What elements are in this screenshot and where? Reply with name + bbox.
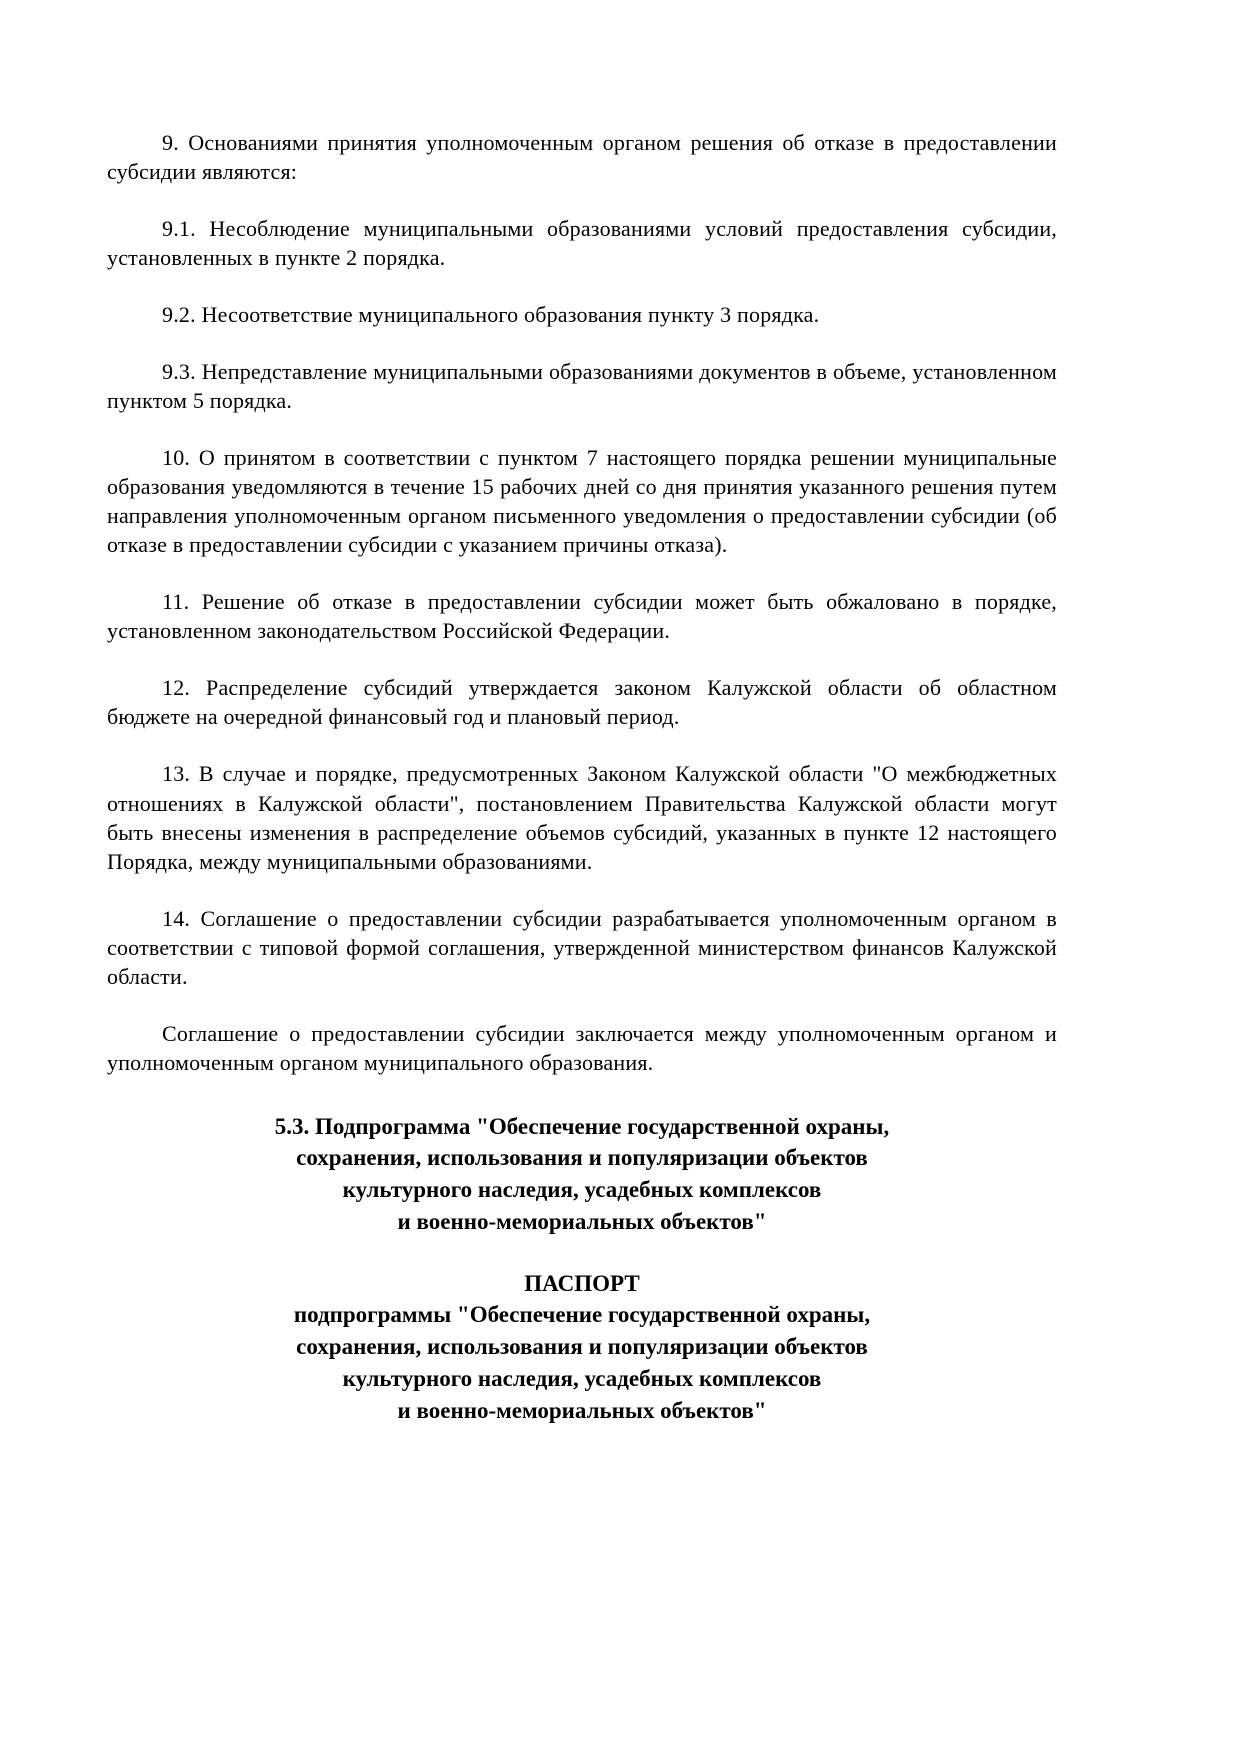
passport-heading-line-2: подпрограммы "Обеспечение государственной охраны, (293, 1302, 871, 1328)
subprogram-section-heading (107, 1111, 1057, 1238)
paragraph-13: 13. В случае и порядке, предусмотренных Законом Калужской области "О межбюджетных отношениях в Калужской области", постановлением Правительства Калужской области могут быть внесены изменения в распределение объемов субсидий, указанных в пункте 12 настоящего Порядка, между муниципальными образованиями. (107, 761, 1057, 874)
passport-heading-line-1: ПАСПОРТ (524, 1270, 640, 1296)
passport-heading-line-4: культурного наследия, усадебных комплексов (342, 1365, 822, 1391)
paragraph-12: 12. Распределение субсидий утверждается законом Калужской области об областном бюджете на очередной финансовый год и плановый период. (107, 675, 1057, 730)
section-heading-line-1: 5.3. Подпрограмма "Обеспечение государственной охраны, (274, 1113, 890, 1139)
paragraph-9: 9. Основаниями принятия уполномоченным органом решения об отказе в предоставлении субсидии являются: (107, 130, 1057, 185)
paragraph-agreement: Соглашение о предоставлении субсидии заключается между уполномоченным органом и уполномоченным органом муниципального образования. (107, 1020, 1057, 1075)
paragraph-9-2: 9.2. Несоответствие муниципального образования пункту 3 порядка. (162, 302, 820, 328)
paragraph-10: 10. О принятом в соответствии с пунктом 7 настоящего порядка решении муниципальные образования уведомляются в течение 15 рабочих дней со дня принятия указанного решения путем направления уполномоченным органом письменного уведомления о предоставлении субсидии (об отказе в предоставлении субсидии с указанием причины отказа). (107, 445, 1057, 558)
paragraph-9-3: 9.3. Непредставление муниципальными образованиями документов в объеме, установленном пунктом 5 порядка. (107, 359, 1057, 414)
paragraph-9-1: 9.1. Несоблюдение муниципальными образованиями условий предоставления субсидии, установленных в пункте 2 порядка. (107, 216, 1057, 271)
section-heading-line-2: сохранения, использования и популяризации объектов (296, 1145, 868, 1171)
passport-heading (107, 1268, 1057, 1427)
paragraph-14: 14. Соглашение о предоставлении субсидии разрабатывается уполномоченным органом в соответствии с типовой формой соглашения, утвержденной министерством финансов Калужской области. (107, 905, 1057, 989)
section-heading-line-4: и военно-мемориальных объектов" (397, 1208, 767, 1234)
paragraph-11: 11. Решение об отказе в предоставлении субсидии может быть обжаловано в порядке, установленном законодательством Российской Федерации. (107, 589, 1057, 644)
passport-heading-line-3: сохранения, использования и популяризации объектов (296, 1334, 868, 1360)
passport-heading-line-5: и военно-мемориальных объектов" (397, 1397, 767, 1423)
section-heading-line-3: культурного наследия, усадебных комплексов (342, 1177, 822, 1203)
document-body (107, 128, 1057, 1426)
